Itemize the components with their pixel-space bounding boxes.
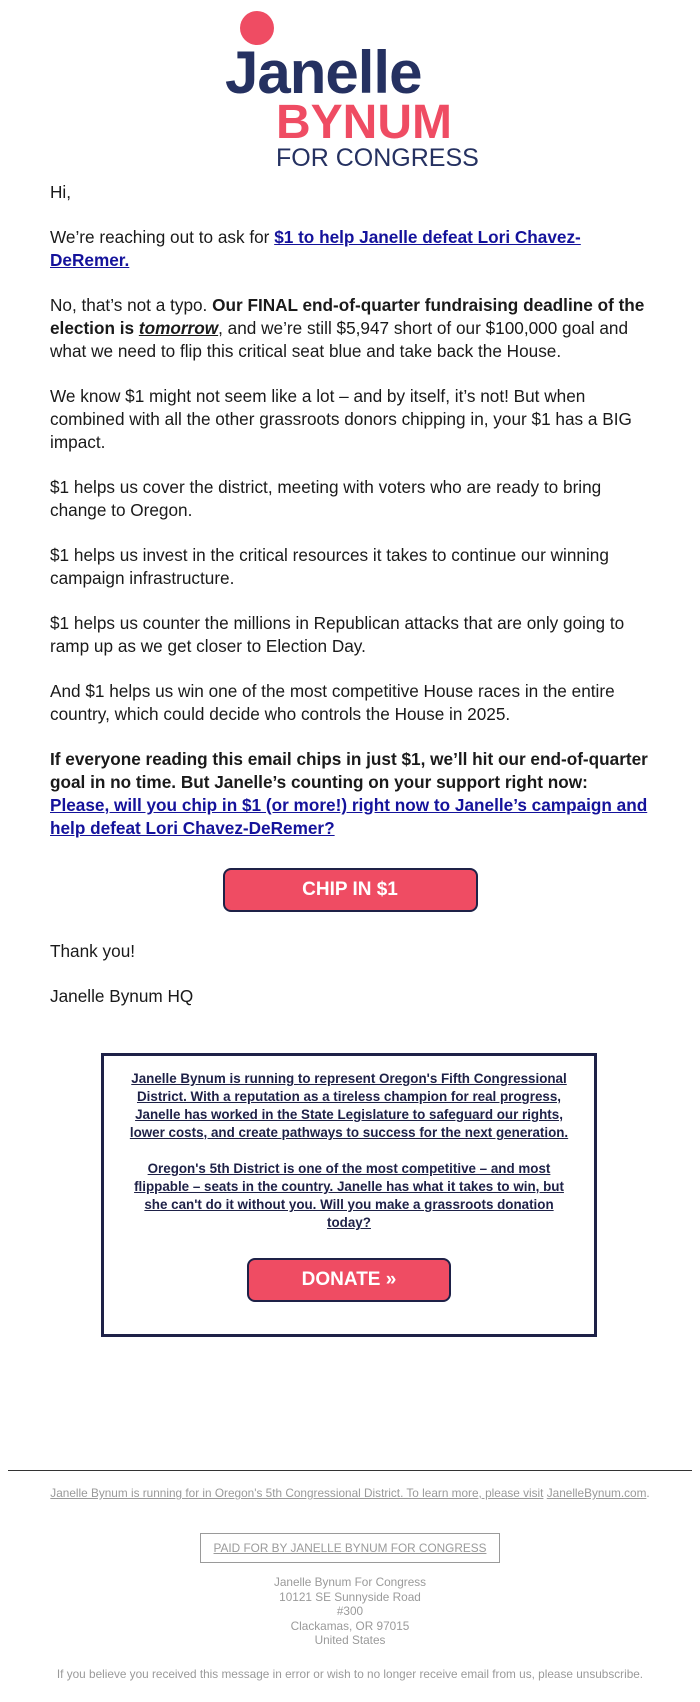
about-box — [101, 1053, 597, 1337]
donate-button[interactable]: DONATE » — [247, 1258, 451, 1302]
paragraph-competitive: And $1 helps us win one of the most competitive House races in the entire country, which could decide who controls the House in 2025. — [50, 681, 615, 724]
address-line: Clackamas, OR 97015 — [290, 1618, 410, 1633]
address-line: #300 — [336, 1604, 364, 1618]
paragraph-attacks: $1 helps us counter the millions in Republican attacks that are only going to ramp up as we get closer to Election Day. — [50, 613, 625, 656]
footer-divider — [8, 1470, 692, 1471]
chip-in-button[interactable]: CHIP IN $1 — [223, 868, 478, 912]
address-line: Janelle Bynum For Congress — [273, 1575, 427, 1589]
deadline-rest: , and we’re still $5,947 short of our $100,000 goal and what we need to flip this critical seat blue and take back the House. — [50, 318, 629, 361]
about-link[interactable]: Janelle Bynum is running to represent Oregon's Fifth Congressional District. With a reputation as a tireless champion for real progress, Janelle has worked in the State Legislature to safeguard our rights, lower costs, and create pathways to success for the next generation. — [129, 1071, 569, 1140]
paragraph-district: $1 helps us cover the district, meeting with voters who are ready to bring change to Oregon. — [50, 477, 602, 520]
paragraph-impact: We know $1 might not seem like a lot – and by itself, it’s not! But when combined with all the other grassroots donors chipping in, your $1 has a BIG impact. — [50, 386, 632, 452]
logo-first-name: Janelle — [225, 39, 422, 106]
deadline-lead: No, that’s not a typo. — [50, 295, 213, 315]
paragraph-ask — [50, 748, 650, 840]
greeting: Hi, — [50, 182, 72, 202]
ask-bold: If everyone reading this email chips in just $1, we’ll hit our end-of-quarter goal in no time. But Janelle’s counting on your support right now: — [50, 749, 648, 792]
footer-address — [50, 1575, 650, 1648]
deadline-emphasis: tomorrow — [138, 318, 219, 338]
deadline-bold: Our FINAL end-of-quarter fundraising deadline of the election is — [50, 295, 645, 338]
paragraph-intro — [50, 226, 650, 272]
logo-tagline: FOR CONGRESS — [276, 144, 479, 172]
signoff: Janelle Bynum HQ — [50, 986, 194, 1006]
address-line: United States — [314, 1633, 386, 1647]
district-link[interactable]: Oregon's 5th District is one of the most competitive – and most flippable – seats in the country. Janelle has what it takes to win, but she can't do it without you. Will you make a grassroots donation today? — [134, 1161, 564, 1230]
footer-notice-link[interactable]: Janelle Bynum is running for in Oregon's 5th Congressional District. To learn more, please visit — [50, 1486, 544, 1500]
campaign-logo — [0, 0, 700, 175]
logo-last-name: BYNUM — [276, 96, 452, 149]
email-body — [50, 181, 650, 1030]
thank-you: Thank you! — [50, 941, 136, 961]
paragraph-resources: $1 helps us invest in the critical resources it takes to continue our winning campaign infrastructure. — [50, 545, 609, 588]
ask-link[interactable]: Please, will you chip in $1 (or more!) right now to Janelle’s campaign and help defeat Lori Chavez-DeRemer? — [50, 795, 648, 838]
footer-site-link[interactable]: JanelleBynum.com — [546, 1486, 647, 1500]
address-line: 10121 SE Sunnyside Road — [279, 1589, 421, 1604]
paid-for-disclaimer: PAID FOR BY JANELLE BYNUM FOR CONGRESS — [200, 1533, 500, 1563]
intro-text: We’re reaching out to ask for — [50, 227, 275, 247]
paragraph-deadline — [50, 294, 650, 363]
footer-notice: Janelle Bynum is running for in Oregon's 5th Congressional District. To learn more, please visit JanelleBynum.com. — [50, 1486, 650, 1500]
unsubscribe-notice[interactable]: If you believe you received this message in error or wish to no longer receive email from us, please unsubscribe. — [56, 1667, 644, 1681]
intro-link[interactable]: $1 to help Janelle defeat Lori Chavez-DeRemer. — [50, 227, 581, 270]
